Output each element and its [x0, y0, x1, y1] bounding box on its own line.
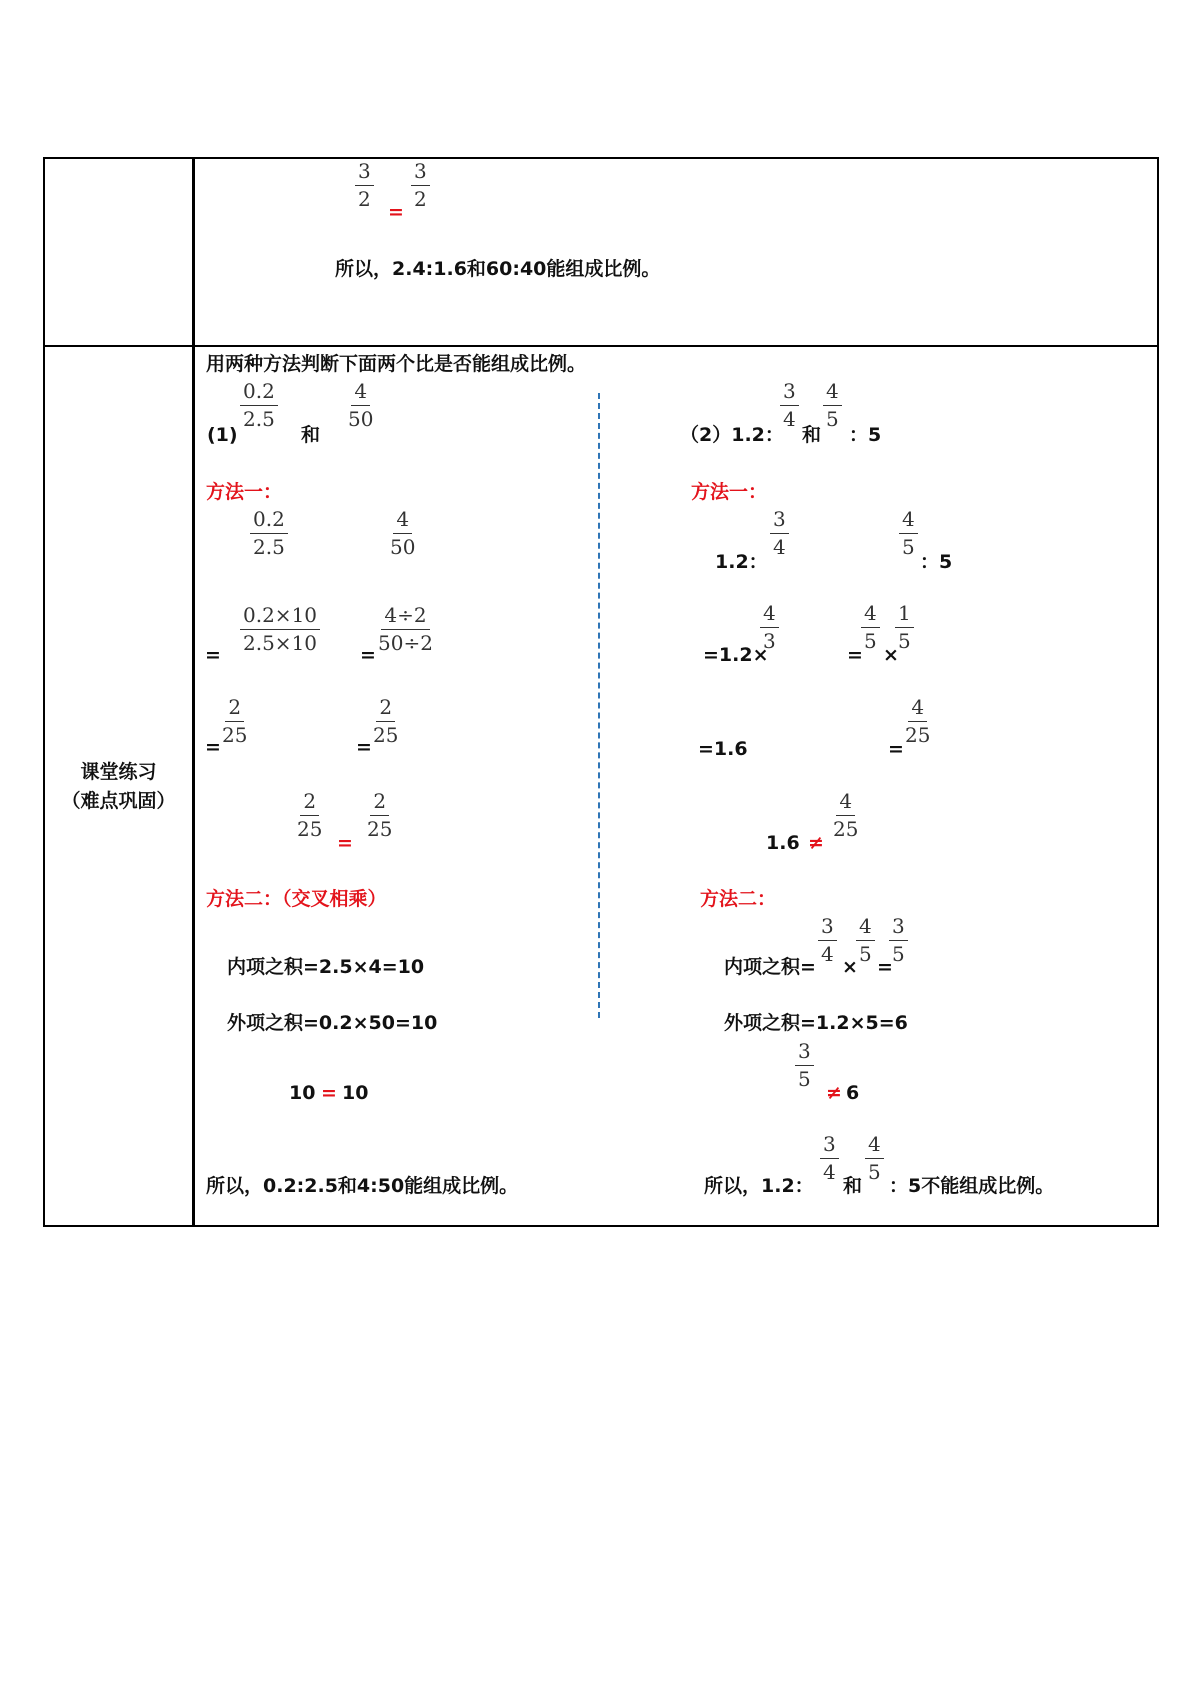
p1-step1-fraction-b: $\frac{4\div 2}{50\div 2}$	[378, 603, 433, 655]
p1-step1-eq-a: =	[205, 644, 221, 666]
p2-method1-title: 方法一：	[691, 481, 768, 503]
p1-result-equals: =	[337, 832, 353, 854]
p2-outer-product: 外项之积=1.2×5=6	[724, 1012, 908, 1034]
p2-conclusion-and: 和	[843, 1175, 863, 1197]
p2-fraction-2: $\frac{4}{5}$	[823, 380, 842, 431]
p2-result-fraction: $\frac{4}{25}$	[833, 789, 859, 841]
p1-step2-fraction-b: $\frac{2}{25}$	[373, 695, 399, 747]
top-fraction-left: $\frac{3}{2}$	[355, 160, 374, 211]
p2-s1-equals: =	[847, 644, 863, 666]
p2-inner-fraction-2: $\frac{4}{5}$	[856, 915, 875, 966]
p2-compare-right: 6	[846, 1082, 860, 1104]
top-fraction-right: $\frac{3}{2}$	[411, 160, 430, 211]
p2-s2-equals: =	[888, 738, 904, 760]
p2-conclusion-prefix: 所以，1.2：	[704, 1175, 814, 1197]
p1-inner-product: 内项之积=2.5×4=10	[227, 956, 425, 978]
p2-m1-fraction-1: $\frac{3}{4}$	[770, 508, 789, 559]
column-dashed-divider	[598, 393, 600, 1018]
p1-method2-title: 方法二：（交叉相乘）	[206, 888, 387, 910]
table-right-border	[1157, 157, 1159, 1227]
p2-and: 和	[802, 424, 822, 446]
p2-s1-fraction-b: $\frac{1}{5}$	[895, 602, 914, 653]
question-text: 用两种方法判断下面两个比是否能组成比例。	[206, 353, 587, 375]
p1-method1-title: 方法一：	[206, 481, 283, 503]
p2-label: （2）1.2：	[680, 424, 784, 446]
p2-m1-fraction-2: $\frac{4}{5}$	[899, 508, 918, 559]
p2-conclusion-fraction-2: $\frac{4}{5}$	[865, 1133, 884, 1184]
p2-compare-not-equal: ≠	[826, 1082, 842, 1104]
row-label-line2: （难点巩固）	[61, 790, 176, 813]
p2-s1-fraction-a: $\frac{4}{5}$	[861, 602, 880, 653]
table-left-border	[43, 157, 45, 1227]
p1-step2-eq-a: =	[205, 736, 221, 758]
p2-conclusion-fraction-1: $\frac{3}{4}$	[820, 1133, 839, 1184]
p1-m1-fraction-a: $\frac{0.2}{2.5}$	[250, 508, 288, 559]
p2-s2-fraction: $\frac{4}{25}$	[905, 695, 931, 747]
p1-step2-fraction-a: $\frac{2}{25}$	[222, 695, 248, 747]
p2-conclusion-tail: ：5不能组成比例。	[889, 1175, 1055, 1197]
p2-s1-times: ×	[883, 644, 899, 666]
p1-outer-product: 外项之积=0.2×50=10	[227, 1012, 438, 1034]
p1-step1-fraction-a: $\frac{0.2\times 10}{2.5\times 10}$	[240, 604, 320, 655]
table-top-border	[43, 157, 1159, 159]
p2-inner-fraction-3: $\frac{3}{5}$	[889, 915, 908, 966]
p2-compare-fraction: $\frac{3}{5}$	[795, 1040, 814, 1091]
p2-m1-tail: ：5	[920, 551, 953, 573]
p2-inner-equals: =	[877, 956, 893, 978]
p1-and: 和	[301, 424, 321, 446]
p1-result-fraction-b: $\frac{2}{25}$	[367, 789, 393, 841]
p2-m1-prefix: 1.2：	[715, 551, 768, 573]
p2-inner-fraction-1: $\frac{3}{4}$	[818, 915, 837, 966]
p1-conclusion: 所以，0.2:2.5和4:50能组成比例。	[206, 1175, 519, 1197]
top-equals: =	[388, 201, 404, 223]
p2-s1-fraction: $\frac{4}{3}$	[760, 602, 779, 653]
p2-inner-times: ×	[842, 956, 858, 978]
table-bottom-border	[43, 1225, 1159, 1227]
p1-compare-left: 10	[289, 1082, 316, 1104]
p2-tail: ：5	[849, 424, 882, 446]
p1-label: (1)	[207, 424, 238, 446]
p2-result-not-equal: ≠	[808, 832, 824, 854]
p1-result-fraction-a: $\frac{2}{25}$	[297, 789, 323, 841]
p2-s1-prefix: =1.2×	[703, 644, 769, 666]
row-label-line1: 课堂练习	[80, 761, 157, 783]
row-label	[45, 758, 192, 817]
p1-m1-fraction-b: $\frac{4}{50}$	[390, 507, 416, 559]
p1-step2-eq-b: =	[356, 736, 372, 758]
p2-s2-left: =1.6	[698, 738, 748, 760]
p2-result-left: 1.6	[766, 832, 800, 854]
table-column-divider	[192, 157, 195, 1227]
p2-method2-title: 方法二：	[700, 888, 777, 910]
p1-step1-eq-b: =	[360, 644, 376, 666]
p1-fraction-a: $\frac{0.2}{2.5}$	[240, 380, 278, 431]
p1-fraction-b: $\frac{4}{50}$	[348, 379, 374, 431]
p2-inner-label: 内项之积=	[724, 956, 816, 978]
p1-compare-equals: =	[321, 1082, 337, 1104]
p2-fraction-1: $\frac{3}{4}$	[780, 380, 799, 431]
table-row-divider	[43, 345, 1159, 347]
p1-compare-right: 10	[342, 1082, 369, 1104]
top-conclusion: 所以，2.4:1.6和60:40能组成比例。	[335, 258, 661, 280]
